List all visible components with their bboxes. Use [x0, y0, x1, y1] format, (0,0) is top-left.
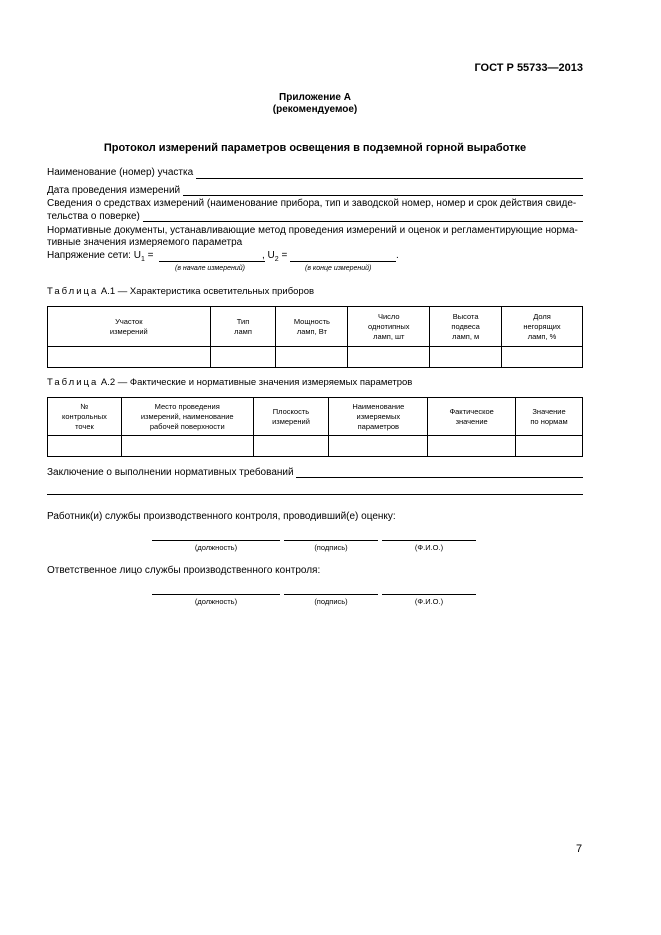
u1-subscript: 1	[140, 256, 145, 263]
table1-cell[interactable]	[276, 347, 348, 368]
u2-note: (в конце измерений)	[305, 265, 372, 272]
worker-fio-caption: (Ф.И.О.)	[414, 543, 444, 552]
responsible-label: Ответственное лицо службы производственного контроля:	[47, 565, 321, 576]
page-number: 7	[576, 843, 583, 855]
u1-note: (в начале измерений)	[175, 265, 245, 272]
u2-equals: =	[278, 250, 288, 261]
worker-signature-caption: (подпись)	[314, 543, 348, 552]
table2-caption-prefix: Таблица	[47, 377, 99, 388]
u1-field[interactable]	[159, 261, 265, 262]
table2-header-cell: Фактическое значение	[428, 398, 516, 436]
table2-cell[interactable]	[253, 436, 329, 457]
table1-cell[interactable]	[502, 347, 583, 368]
u2-field[interactable]	[290, 261, 396, 262]
table2-caption-text: А.2 — Фактические и нормативные значения измеряемых параметров	[100, 377, 413, 388]
norm-docs-label-2: тивные значения измеряемого параметра	[47, 237, 243, 248]
standard-number: ГОСТ Р 55733—2013	[474, 62, 583, 74]
table2-row	[48, 436, 583, 457]
table2-header-cell: Место проведения измерений, наименование рабочей поверхности	[121, 398, 253, 436]
table1-cell[interactable]	[48, 347, 211, 368]
responsible-fio-field[interactable]	[382, 594, 476, 595]
appendix-subtitle: (рекомендуемое)	[272, 104, 358, 115]
appendix-title: Приложение А	[279, 92, 351, 103]
responsible-position-caption: (должность)	[194, 597, 238, 606]
responsible-position-field[interactable]	[152, 594, 280, 595]
table1-caption	[47, 286, 314, 297]
table2-caption	[47, 377, 412, 388]
voltage-end-dot: .	[396, 250, 399, 261]
responsible-signature-field[interactable]	[284, 594, 378, 595]
worker-label: Работник(и) службы производственного контроля, проводивший(е) оценку:	[47, 511, 396, 522]
table2-header-cell: № контрольных точек	[48, 398, 122, 436]
table2-header-cell: Наименование измеряемых параметров	[329, 398, 428, 436]
name-field[interactable]	[196, 178, 583, 179]
table1-caption-prefix: Таблица	[47, 286, 99, 297]
table-a1	[47, 306, 583, 368]
u1-equals: =	[144, 250, 154, 261]
table1-row	[48, 347, 583, 368]
norm-docs-label-1: Нормативные документы, устанавливающие метод проведения измерений и оценок и регламентирующие норма-	[47, 225, 578, 236]
worker-signature-field[interactable]	[284, 540, 378, 541]
table1-header-cell: Тип ламп	[210, 307, 276, 347]
table1-cell[interactable]	[348, 347, 430, 368]
table1-header-cell: Высота подвеса ламп, м	[430, 307, 502, 347]
u2-subscript: 2	[274, 256, 279, 263]
table2-cell[interactable]	[329, 436, 428, 457]
table2-header-cell: Плоскость измерений	[253, 398, 329, 436]
table2-cell[interactable]	[428, 436, 516, 457]
conclusion-label: Заключение о выполнении нормативных требований	[47, 467, 294, 478]
u2-separator: , U	[262, 250, 275, 261]
table1-caption-text: А.1 — Характеристика осветительных приборов	[100, 286, 315, 297]
instruments-label-1: Сведения о средствах измерений (наименование прибора, тип и заводской номер, номер и срок действия свиде-	[47, 198, 577, 209]
table2-cell[interactable]	[516, 436, 583, 457]
table-a2	[47, 397, 583, 457]
table1-header-cell: Доля негорящих ламп, %	[502, 307, 583, 347]
table1-header-cell: Мощность ламп, Вт	[276, 307, 348, 347]
voltage-line	[47, 250, 153, 263]
table1-cell[interactable]	[430, 347, 502, 368]
table2-header-cell: Значение по нормам	[516, 398, 583, 436]
table2-header-row	[48, 398, 583, 436]
worker-fio-field[interactable]	[382, 540, 476, 541]
instruments-label-2: тельства о поверке)	[47, 211, 140, 222]
table1-header-row	[48, 307, 583, 347]
table1-header-cell: Число однотипных ламп, шт	[348, 307, 430, 347]
table1-header-cell: Участок измерений	[48, 307, 211, 347]
conclusion-field-line2[interactable]	[47, 494, 583, 495]
worker-position-caption: (должность)	[194, 543, 238, 552]
worker-position-field[interactable]	[152, 540, 280, 541]
date-label: Дата проведения измерений	[47, 185, 181, 196]
responsible-signature-caption: (подпись)	[314, 597, 348, 606]
table1-cell[interactable]	[210, 347, 276, 368]
voltage-label: Напряжение сети: U	[47, 250, 141, 261]
instruments-field[interactable]	[143, 221, 583, 222]
table2-cell[interactable]	[121, 436, 253, 457]
name-label: Наименование (номер) участка	[47, 167, 194, 178]
date-field[interactable]	[183, 195, 583, 196]
conclusion-field[interactable]	[296, 477, 583, 478]
table2-cell[interactable]	[48, 436, 122, 457]
protocol-title: Протокол измерений параметров освещения в подземной горной выработке	[103, 142, 527, 154]
responsible-fio-caption: (Ф.И.О.)	[414, 597, 444, 606]
u2-label	[262, 250, 287, 263]
